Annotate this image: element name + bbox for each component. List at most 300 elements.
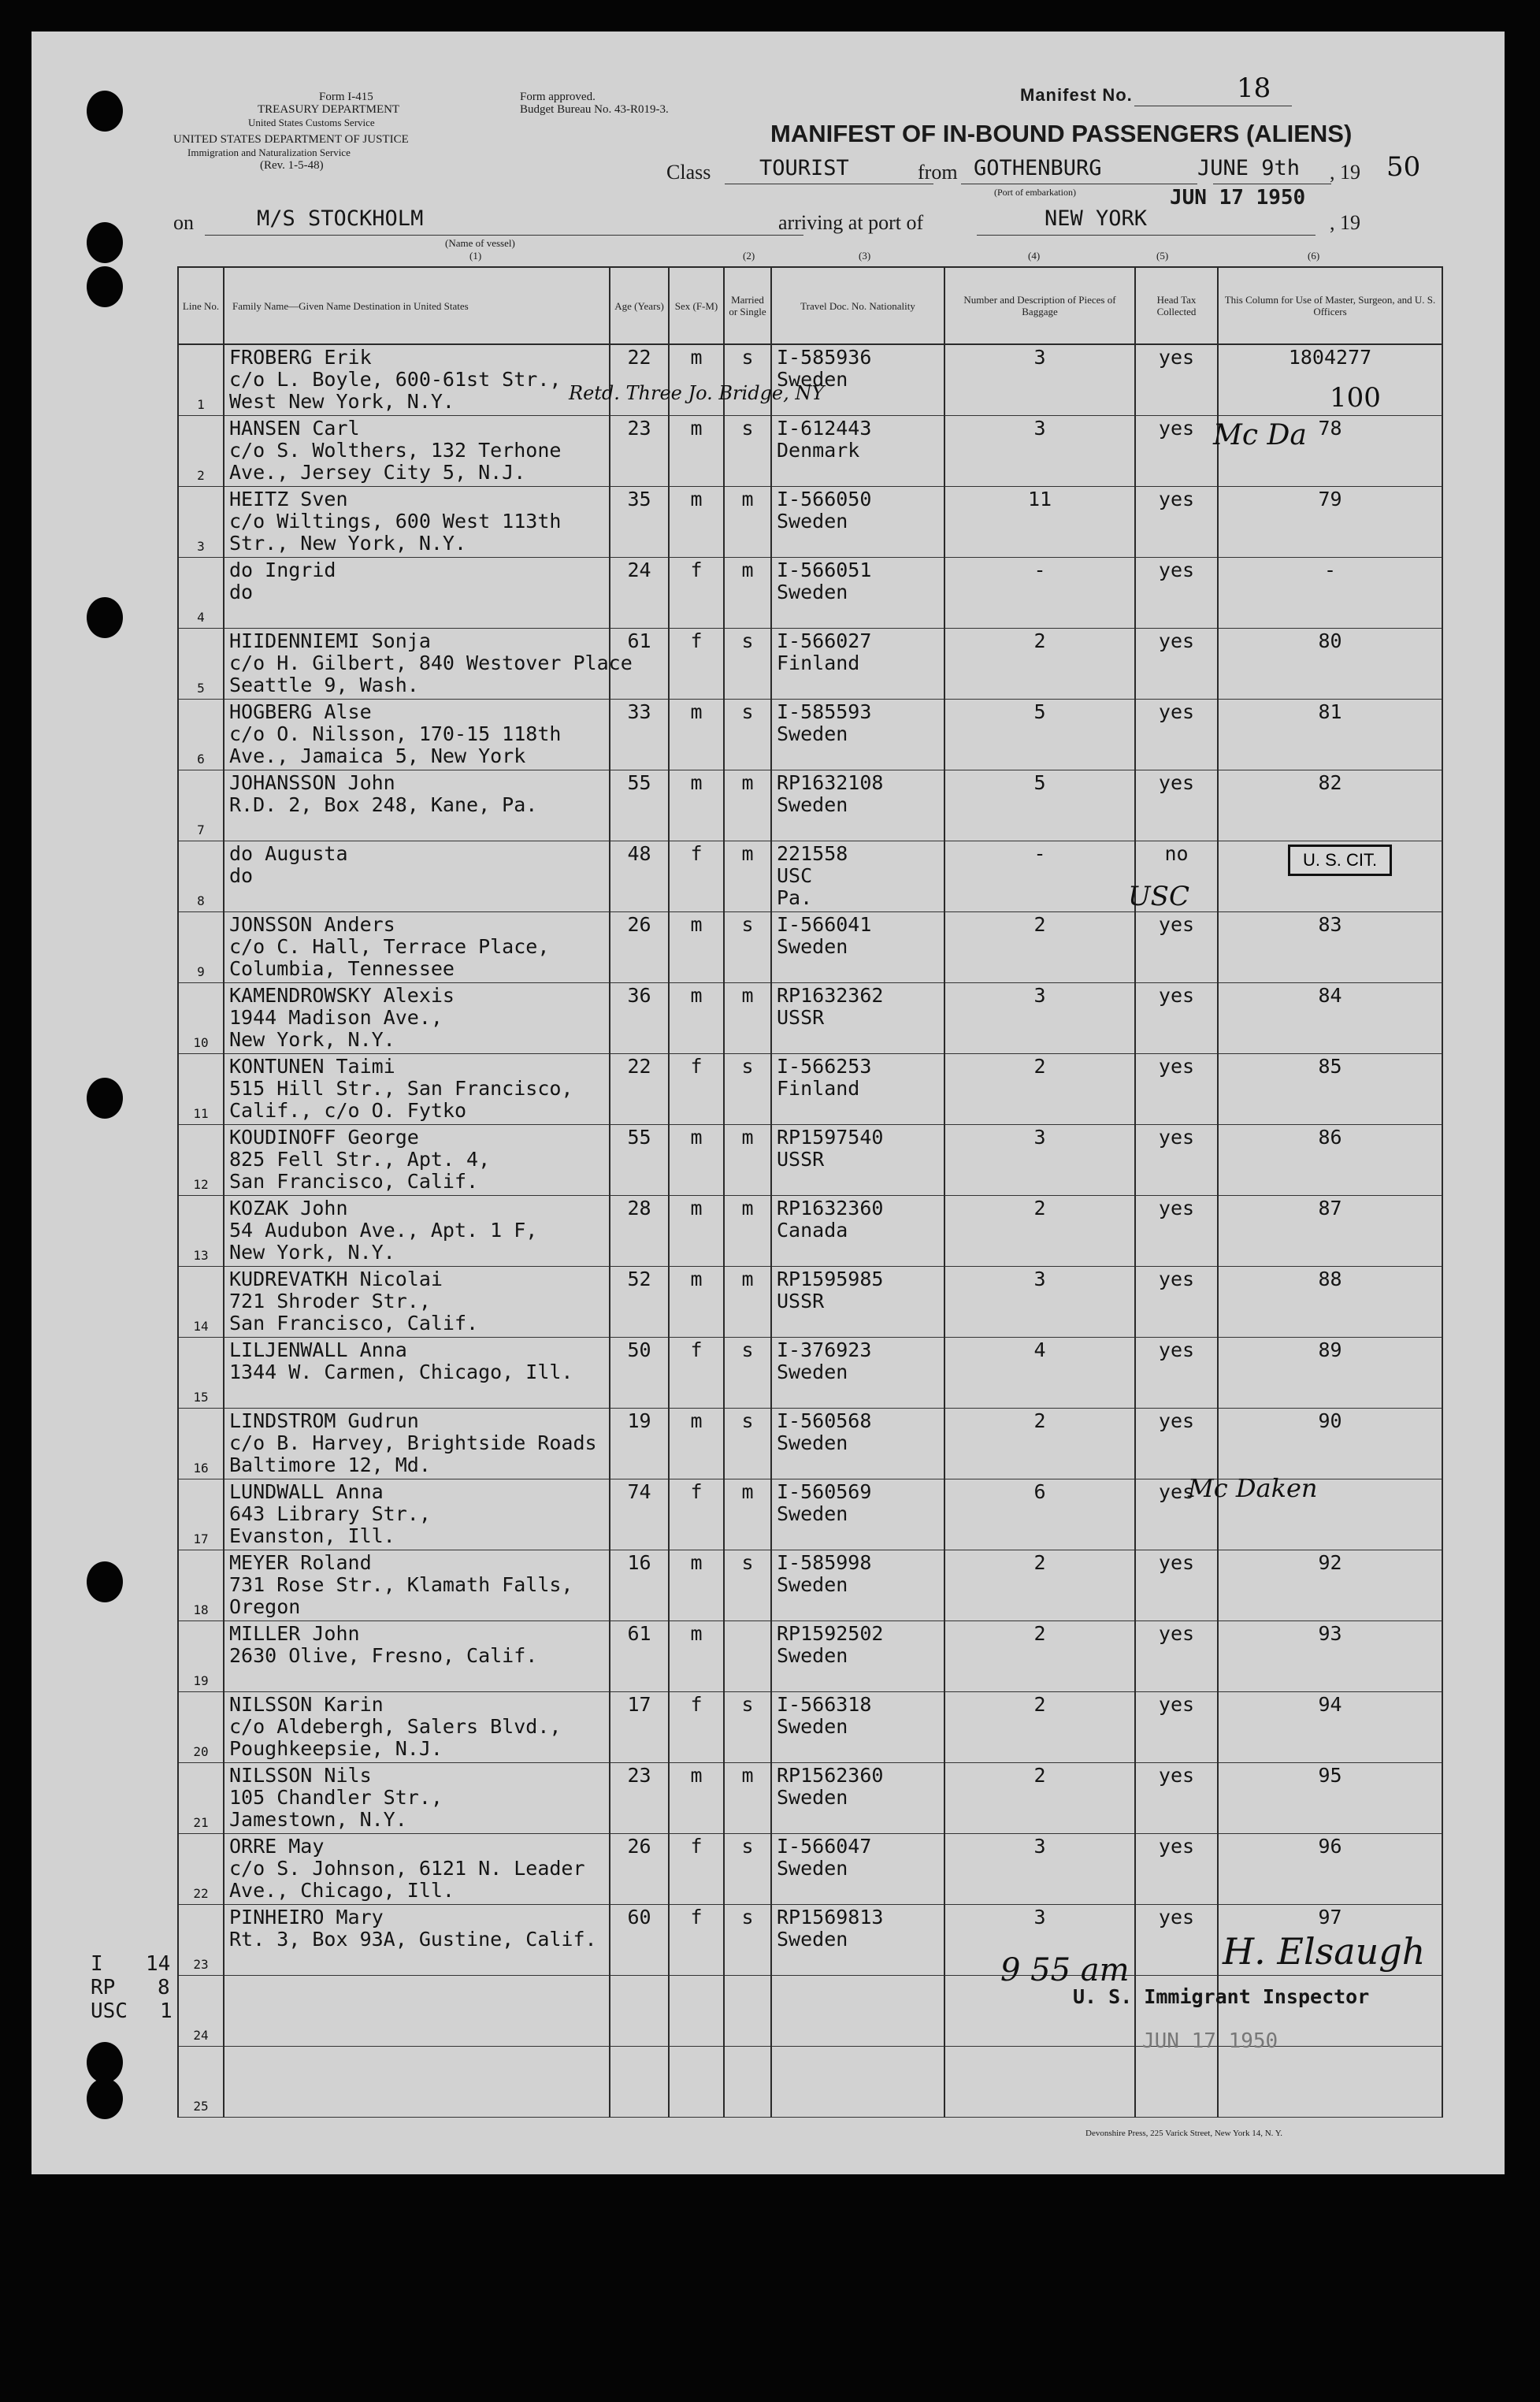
sex-cell-line: f — [690, 842, 703, 865]
marital-cell — [724, 1196, 771, 1267]
table-row — [178, 1409, 1442, 1479]
manifest-title: MANIFEST OF IN-BOUND PASSENGERS (ALIENS) — [770, 120, 1353, 147]
sex-cell-line: m — [690, 1551, 703, 1574]
binder-hole — [87, 597, 123, 638]
sex-cell-line: m — [690, 1622, 703, 1645]
name-destination-line: New York, N.Y. — [229, 1241, 395, 1264]
age-cell — [610, 1338, 669, 1409]
name-destination-line: MILLER John — [229, 1622, 360, 1645]
sex-cell — [669, 629, 724, 700]
binder-hole — [87, 266, 123, 307]
baggage-cell — [944, 1054, 1135, 1125]
line-number-line: 8 — [197, 893, 205, 908]
travel-doc-cell-line: Finland — [777, 1077, 860, 1100]
age-cell — [610, 1692, 669, 1763]
age-cell — [610, 1267, 669, 1338]
age-cell — [610, 487, 669, 558]
head-tax-cell — [1135, 487, 1218, 558]
travel-doc-cell-line: Sweden — [777, 1715, 848, 1738]
table-row — [178, 912, 1442, 983]
table-row — [178, 770, 1442, 841]
travel-doc-cell-line: RP1569813 — [777, 1906, 884, 1929]
line-number — [178, 1692, 224, 1763]
inspection-time: 9 55 am — [1000, 1952, 1130, 1988]
form-approved: Form approved. — [520, 91, 596, 103]
baggage-cell — [944, 558, 1135, 629]
travel-doc-cell-line: 221558 — [777, 842, 848, 865]
table-row — [178, 1054, 1442, 1125]
travel-doc-cell-line: Sweden — [777, 510, 848, 533]
sex-cell-line: f — [690, 1055, 703, 1078]
age-cell-line: 19 — [627, 1409, 651, 1432]
officer-cell — [1218, 1267, 1442, 1338]
baggage-cell-line: - — [1033, 559, 1046, 581]
sex-cell — [669, 487, 724, 558]
line-number — [178, 1834, 224, 1905]
binder-hole — [87, 1561, 123, 1602]
line-number — [178, 1479, 224, 1550]
sex-cell-line: f — [690, 1693, 703, 1716]
travel-doc-cell — [771, 983, 944, 1054]
officer-cell — [1218, 1621, 1442, 1692]
line-number-line: 9 — [197, 964, 205, 979]
head-tax-cell-line: yes — [1158, 1197, 1195, 1220]
line-number-line: 25 — [193, 2099, 209, 2114]
sex-cell — [669, 1905, 724, 1976]
head-tax-cell-line: yes — [1158, 1551, 1195, 1574]
travel-doc-cell — [771, 841, 944, 912]
marital-cell-line: m — [741, 559, 754, 581]
line-number — [178, 1763, 224, 1834]
table-row — [178, 558, 1442, 629]
sex-cell-line: f — [690, 629, 703, 652]
marital-cell — [724, 700, 771, 770]
table-row — [178, 344, 1442, 416]
sex-cell — [669, 416, 724, 487]
age-cell — [610, 1621, 669, 1692]
baggage-cell-line: 2 — [1033, 1693, 1046, 1716]
baggage-cell-line: 3 — [1033, 1268, 1046, 1290]
col-officers: This Column for Use of Master, Surgeon, and U. S. Officers — [1218, 267, 1442, 344]
officer-cell — [1218, 1054, 1442, 1125]
head-tax-cell — [1135, 1409, 1218, 1479]
table-row — [178, 1196, 1442, 1267]
travel-doc-cell-line: I-560569 — [777, 1480, 872, 1503]
line-number — [178, 1976, 224, 2047]
travel-doc-cell — [771, 2047, 944, 2118]
head-tax-cell — [1135, 1763, 1218, 1834]
tally-i-count: 14 — [146, 1952, 171, 1976]
sex-cell-line: m — [690, 1268, 703, 1290]
age-cell — [610, 1125, 669, 1196]
head-tax-cell-line: yes — [1158, 346, 1195, 369]
head-tax-cell-line: yes — [1158, 1622, 1195, 1645]
travel-doc-cell-line: Sweden — [777, 581, 848, 603]
marital-cell-line: s — [741, 700, 754, 723]
baggage-cell — [944, 487, 1135, 558]
line-number — [178, 1338, 224, 1409]
name-destination-line: HOGBERG Alse — [229, 700, 372, 723]
age-cell-line: 33 — [627, 700, 651, 723]
baggage-cell-line: 5 — [1033, 771, 1046, 794]
name-destination-line: Ave., Jamaica 5, New York — [229, 744, 526, 767]
head-tax-cell-line: yes — [1158, 1409, 1195, 1432]
travel-doc-cell-line: I-566041 — [777, 913, 872, 936]
officer-cell-line: 96 — [1318, 1835, 1342, 1858]
sex-cell-line: f — [690, 1835, 703, 1858]
name-destination — [224, 629, 633, 700]
head-tax-cell — [1135, 1196, 1218, 1267]
travel-doc-cell-line: Sweden — [777, 1361, 848, 1383]
line-number — [178, 770, 224, 841]
binder-hole — [87, 91, 123, 132]
name-destination-line: 1944 Madison Ave., — [229, 1006, 443, 1029]
name-destination-line: LILJENWALL Anna — [229, 1338, 407, 1361]
head-tax-cell-line: yes — [1158, 1268, 1195, 1290]
name-destination-line: do — [229, 864, 254, 887]
name-destination-line: KOZAK John — [229, 1197, 348, 1220]
age-cell — [610, 841, 669, 912]
sex-cell — [669, 1338, 724, 1409]
line-number-line: 12 — [193, 1177, 209, 1192]
note-row1-count: 100 — [1330, 382, 1381, 414]
line-number-line: 5 — [197, 681, 205, 696]
age-cell — [610, 1976, 669, 2047]
sex-cell — [669, 1409, 724, 1479]
sex-cell-line: f — [690, 1906, 703, 1929]
name-destination — [224, 770, 610, 841]
col-sex: Sex (F-M) — [669, 267, 724, 344]
line-number-line: 19 — [193, 1673, 209, 1688]
name-destination — [224, 1621, 610, 1692]
form-number: Form I-415 — [319, 91, 373, 103]
name-destination-line: c/o L. Boyle, 600-61st Str., — [229, 368, 562, 391]
age-cell — [610, 770, 669, 841]
us-citizen-stamp: U. S. CIT. — [1288, 845, 1392, 876]
line-number — [178, 841, 224, 912]
travel-doc-cell — [771, 1267, 944, 1338]
from-value: GOTHENBURG — [974, 156, 1102, 180]
marital-cell-line: s — [741, 1338, 754, 1361]
baggage-cell-line: 2 — [1033, 1622, 1046, 1645]
head-tax-cell — [1135, 1550, 1218, 1621]
line-number — [178, 416, 224, 487]
sex-cell — [669, 1054, 724, 1125]
baggage-cell-line: 2 — [1033, 913, 1046, 936]
age-cell-line: 52 — [627, 1268, 651, 1290]
marital-cell-line: m — [741, 1268, 754, 1290]
baggage-cell — [944, 1409, 1135, 1479]
age-cell — [610, 700, 669, 770]
age-cell-line: 23 — [627, 1764, 651, 1787]
age-cell — [610, 1054, 669, 1125]
age-cell-line: 61 — [627, 1622, 651, 1645]
sex-cell-line: m — [690, 913, 703, 936]
year-value: 50 — [1386, 151, 1421, 183]
marital-cell — [724, 1267, 771, 1338]
name-destination — [224, 1479, 610, 1550]
head-tax-cell-line: yes — [1158, 1764, 1195, 1787]
printer-imprint: Devonshire Press, 225 Varick Street, New York 14, N. Y. — [1085, 2129, 1283, 2138]
note-row2: Mc Da — [1213, 419, 1307, 451]
marital-cell-line: s — [741, 1055, 754, 1078]
travel-doc-cell-line: Sweden — [777, 368, 848, 391]
name-destination — [224, 700, 610, 770]
travel-doc-cell-line: I-560568 — [777, 1409, 872, 1432]
line-number — [178, 700, 224, 770]
travel-doc-cell-line: RP1562360 — [777, 1764, 884, 1787]
name-destination-line: c/o Wiltings, 600 West 113th — [229, 510, 562, 533]
marital-cell-line: s — [741, 913, 754, 936]
baggage-cell — [944, 1692, 1135, 1763]
baggage-cell — [944, 1834, 1135, 1905]
head-tax-cell-line: yes — [1158, 1055, 1195, 1078]
sex-cell — [669, 1621, 724, 1692]
sex-cell — [669, 841, 724, 912]
officer-cell — [1218, 983, 1442, 1054]
arrival-stamp: JUN 17 1950 — [1170, 186, 1306, 210]
head-tax-cell-line: yes — [1158, 700, 1195, 723]
marital-cell — [724, 416, 771, 487]
travel-doc-cell-line: Denmark — [777, 439, 860, 462]
sex-cell — [669, 1834, 724, 1905]
travel-doc-cell — [771, 1834, 944, 1905]
name-destination-line: KAMENDROWSKY Alexis — [229, 984, 455, 1007]
name-destination-line: Columbia, Tennessee — [229, 957, 455, 980]
baggage-cell — [944, 1125, 1135, 1196]
name-destination-line: Baltimore 12, Md. — [229, 1453, 431, 1476]
name-destination-line: JONSSON Anders — [229, 913, 395, 936]
officer-cell-line: 86 — [1318, 1126, 1342, 1149]
marital-cell — [724, 1763, 771, 1834]
travel-doc-cell-line: RP1632360 — [777, 1197, 884, 1220]
sex-cell — [669, 1196, 724, 1267]
officer-cell-line: 82 — [1318, 771, 1342, 794]
name-destination — [224, 487, 610, 558]
travel-doc-cell-line: I-566050 — [777, 488, 872, 510]
travel-doc-cell-line: Sweden — [777, 1644, 848, 1667]
head-tax-cell — [1135, 1692, 1218, 1763]
marital-cell — [724, 1621, 771, 1692]
name-destination — [224, 2047, 610, 2118]
vessel-name: M/S STOCKHOLM — [257, 206, 424, 231]
line-number — [178, 487, 224, 558]
arrival-port: NEW YORK — [1045, 206, 1148, 231]
note-row17: Mc Daken — [1188, 1473, 1318, 1503]
line-number-line: 17 — [193, 1531, 209, 1546]
travel-doc-cell-line: RP1632108 — [777, 771, 884, 794]
marital-cell — [724, 912, 771, 983]
head-tax-cell — [1135, 2047, 1218, 2118]
age-cell-line: 55 — [627, 1126, 651, 1149]
table-row — [178, 629, 1442, 700]
table-row — [178, 1338, 1442, 1409]
marital-cell-line: m — [741, 1126, 754, 1149]
baggage-cell-line: 3 — [1033, 984, 1046, 1007]
age-cell — [610, 629, 669, 700]
marital-cell — [724, 2047, 771, 2118]
sex-cell-line: m — [690, 1409, 703, 1432]
line-number — [178, 1125, 224, 1196]
travel-doc-cell — [771, 770, 944, 841]
marital-cell — [724, 487, 771, 558]
head-tax-cell — [1135, 1125, 1218, 1196]
age-cell — [610, 1905, 669, 1976]
officer-cell-line: 1804277 — [1288, 346, 1372, 369]
name-destination-line: Oregon — [229, 1595, 301, 1618]
officer-cell — [1218, 2047, 1442, 2118]
col-num-3: (3) — [859, 250, 871, 262]
officer-cell-line: 78 — [1318, 417, 1342, 440]
age-cell — [610, 1550, 669, 1621]
name-destination — [224, 1409, 610, 1479]
sex-cell — [669, 344, 724, 416]
name-destination-line: c/o Aldebergh, Salers Blvd., — [229, 1715, 562, 1738]
marital-cell — [724, 1692, 771, 1763]
sex-cell — [669, 1125, 724, 1196]
name-destination-line: New York, N.Y. — [229, 1028, 395, 1051]
travel-doc-cell — [771, 487, 944, 558]
sex-cell-line: m — [690, 700, 703, 723]
marital-cell — [724, 1550, 771, 1621]
baggage-cell-line: 3 — [1033, 1835, 1046, 1858]
marital-cell — [724, 1479, 771, 1550]
officer-cell-line: 97 — [1318, 1906, 1342, 1929]
age-cell-line: 55 — [627, 771, 651, 794]
travel-doc-cell-line: USSR — [777, 1006, 825, 1029]
line-number — [178, 344, 224, 416]
travel-doc-cell-line: I-585936 — [777, 346, 872, 369]
name-destination-line: HEITZ Sven — [229, 488, 348, 510]
baggage-cell-line: 3 — [1033, 1906, 1046, 1929]
travel-doc-cell — [771, 1409, 944, 1479]
customs-service: United States Customs Service — [248, 117, 375, 128]
name-destination-line: HIIDENNIEMI Sonja — [229, 629, 431, 652]
name-destination — [224, 1338, 610, 1409]
sex-cell — [669, 1976, 724, 2047]
name-destination-line: do — [229, 581, 254, 603]
age-cell — [610, 2047, 669, 2118]
binder-hole — [87, 2078, 123, 2119]
officer-cell — [1218, 1196, 1442, 1267]
name-destination — [224, 1763, 610, 1834]
officer-cell-line: 85 — [1318, 1055, 1342, 1078]
table-row — [178, 1125, 1442, 1196]
travel-doc-cell-line: USC — [777, 864, 813, 887]
head-tax-cell-line: yes — [1158, 488, 1195, 510]
sex-cell-line: m — [690, 1126, 703, 1149]
officer-cell-line: 79 — [1318, 488, 1342, 510]
baggage-cell-line: 2 — [1033, 1551, 1046, 1574]
col-name: Family Name—Given Name Destination in United States — [224, 267, 610, 344]
name-destination-line: HANSEN Carl — [229, 417, 360, 440]
baggage-cell-line: - — [1033, 842, 1046, 865]
line-number-line: 13 — [193, 1248, 209, 1263]
age-cell-line: 17 — [627, 1693, 651, 1716]
head-tax-cell — [1135, 1338, 1218, 1409]
tally-usc-count: 1 — [160, 1999, 173, 2023]
sex-cell — [669, 1763, 724, 1834]
travel-doc-cell-line: Sweden — [777, 722, 848, 745]
name-destination-line: c/o S. Wolthers, 132 Terhone — [229, 439, 562, 462]
officer-cell-line: 93 — [1318, 1622, 1342, 1645]
baggage-cell — [944, 1196, 1135, 1267]
officer-cell-line: 89 — [1318, 1338, 1342, 1361]
travel-doc-cell-line: Sweden — [777, 1928, 848, 1951]
travel-doc-cell — [771, 1692, 944, 1763]
age-cell-line: 50 — [627, 1338, 651, 1361]
travel-doc-cell — [771, 1125, 944, 1196]
tally-rp-count: 8 — [158, 1976, 170, 1999]
vessel-note: (Name of vessel) — [445, 237, 515, 249]
name-destination-line: 731 Rose Str., Klamath Falls, — [229, 1573, 573, 1596]
head-tax-cell — [1135, 700, 1218, 770]
name-destination-line: NILSSON Nils — [229, 1764, 372, 1787]
line-number — [178, 1550, 224, 1621]
arriving-label: arriving at port of — [778, 211, 924, 234]
name-destination-line: NILSSON Karin — [229, 1693, 384, 1716]
baggage-cell — [944, 416, 1135, 487]
officer-cell — [1218, 1125, 1442, 1196]
marital-cell — [724, 1834, 771, 1905]
officer-cell — [1218, 1834, 1442, 1905]
note-row8: USC — [1128, 881, 1189, 912]
table-header — [178, 267, 1442, 344]
name-destination — [224, 1054, 610, 1125]
baggage-cell-line: 2 — [1033, 629, 1046, 652]
travel-doc-cell-line: RP1632362 — [777, 984, 884, 1007]
line-number-line: 16 — [193, 1461, 209, 1476]
marital-cell — [724, 770, 771, 841]
table-row — [178, 1692, 1442, 1763]
sex-cell-line: f — [690, 559, 703, 581]
name-destination-line: Evanston, Ill. — [229, 1524, 395, 1547]
officer-cell-line: 87 — [1318, 1197, 1342, 1220]
head-tax-cell — [1135, 416, 1218, 487]
baggage-cell-line: 3 — [1033, 417, 1046, 440]
officer-cell — [1218, 770, 1442, 841]
age-cell-line: 35 — [627, 488, 651, 510]
travel-doc-cell-line: I-566051 — [777, 559, 872, 581]
name-destination-line: LINDSTROM Gudrun — [229, 1409, 419, 1432]
sex-cell — [669, 983, 724, 1054]
year-blank: , 19 — [1330, 211, 1360, 234]
age-cell-line: 26 — [627, 1835, 651, 1858]
line-number-line: 7 — [197, 822, 205, 837]
age-cell — [610, 558, 669, 629]
marital-cell — [724, 1409, 771, 1479]
sex-cell-line: m — [690, 488, 703, 510]
travel-doc-cell-line: Sweden — [777, 1786, 848, 1809]
baggage-cell-line: 6 — [1033, 1480, 1046, 1503]
form-revision: (Rev. 1-5-48) — [260, 159, 324, 172]
name-destination-line: KUDREVATKH Nicolai — [229, 1268, 443, 1290]
travel-doc-cell-line: I-566318 — [777, 1693, 872, 1716]
table-row — [178, 1550, 1442, 1621]
age-cell-line: 36 — [627, 984, 651, 1007]
line-number-line: 21 — [193, 1815, 209, 1830]
marital-cell-line: s — [741, 1409, 754, 1432]
head-tax-cell — [1135, 1621, 1218, 1692]
manifest-label: Manifest No. — [1020, 85, 1133, 105]
name-destination — [224, 1550, 610, 1621]
travel-doc-cell-line: Sweden — [777, 1502, 848, 1525]
officer-cell — [1218, 487, 1442, 558]
sex-cell — [669, 1550, 724, 1621]
line-number-line: 23 — [193, 1957, 209, 1972]
line-number-line: 14 — [193, 1319, 209, 1334]
name-destination-line: 643 Library Str., — [229, 1502, 431, 1525]
